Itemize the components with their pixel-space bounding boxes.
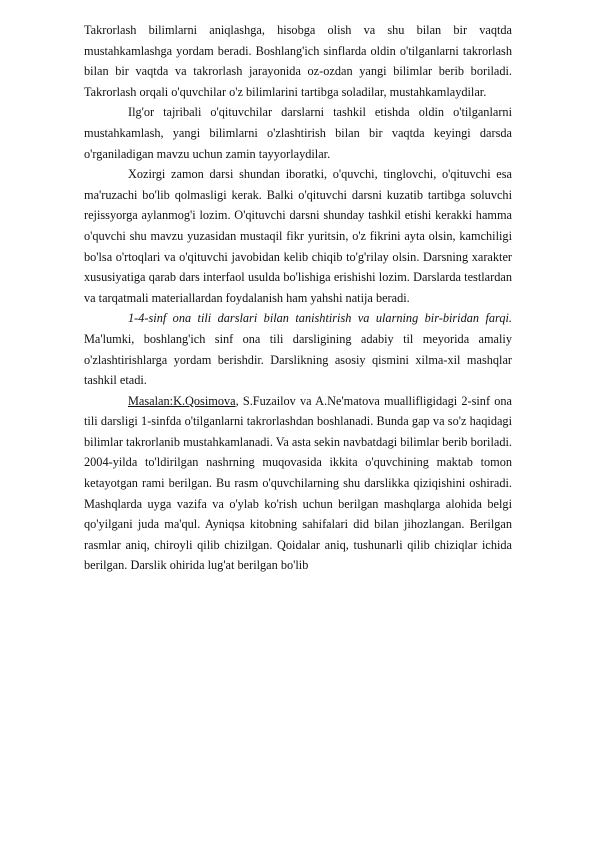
paragraph-2: Ilg'or tajribali o'qituvchilar darslarni tashkil etishda oldin o'tilganlarni mustahkamlash, yangi bilimlarni o'zlashtirish bilan bir vaqtda keyingi darsda o'rganiladigan mavzu uchun zamin tayyorlaydilar. [84,105,512,161]
paragraph-4 [84,308,512,390]
paragraph-1: Takrorlash bilimlarni aniqlashga, hisobga olish va shu bilan bir vaqtda mustahkamlashga yordam beradi. Boshlang'ich sinflarda oldin o'tilganlarni takrorlash bilan bir vaqtda va takrorlash jarayonida oz-ozdan yangi bilimlar berib boriladi. Takrorlash orqali o'quvchilar o'z bilimlarini tartibga soladilar, mustahkamlaydilar. [84,23,512,99]
paragraph-5 [84,391,512,576]
paragraph-3: Xozirgi zamon darsi shundan iboratki, o'quvchi, tinglovchi, o'qituvchi esa ma'ruzachi bo'lib qolmasligi kerak. Balki o'qituvchi darsni kuzatib tartibga soluvchi rejissyorga aylanmog'i lozim. O'qituvchi darsni shunday tashkil etishi kerakki hamma o'quvchi shu mavzu yuzasidan mustaqil fikr yuritsin, o'z fikrini ayta olsin, kamchiligi bo'lsa o'rtoqlari va o'qituvchi javobidan kelib chiqib to'g'rilay olsin. Darsning xarakter xususiyatiga qarab dars interfaol usulda bo'lishiga erishishi lozim. Darslarda testlardan va tarqatmali materiallardan foydalanish ham yahshi natija beradi. [84,167,512,305]
section-heading-italic: 1-4-sinf ona tili darslari bilan tanishtirish va ularning bir-biridan farqi. [128,311,512,326]
paragraph-4-text: Ma'lumki, boshlang'ich sinf ona tili darsligining adabiy til meyorida amaliy o'zlashtirishlarga yordam berishdir. Darslikning asosiy qismini xilma-xil mashqlar tashkil etadi. [84,331,512,388]
paragraph-5-text: , S.Fuzailov va A.Ne'matova muallifligidagi 2-sinf ona tili darsligi 1-sinfda o'tilganlarni takrorlashdan boshlanadi. Bunda gap va so'z haqidagi bilimlar takrorlanib mustahkamlanadi. Va asta sekin navbatdagi bilimlar berib boriladi. 2004-yilda to'ldirilgan nashrning muqovasida ikkita o'quvchining maktab tomon ketayotgan rami berilgan. Bu rasm o'quvchilarning shu darslikka qiziqishini oshiradi. Mashqlarda uyga vazifa va o'ylab ko'rish uchun berilgan mashqlarga alohida belgi qo'yilgani juda ma'qul. Ayniqsa kitobning sahifalari did bilan jihozlangan. Berilgan rasmlar aniq, chiroyli qilib chizilgan. Qoidalar aniq, tushunarli qilib chiziqlar ichida berilgan. Darslik ohirida lug'at berilgan bo'lib [84,393,512,573]
document-page [84,20,512,576]
example-reference: Masalan:K.Qosimova [128,393,236,408]
